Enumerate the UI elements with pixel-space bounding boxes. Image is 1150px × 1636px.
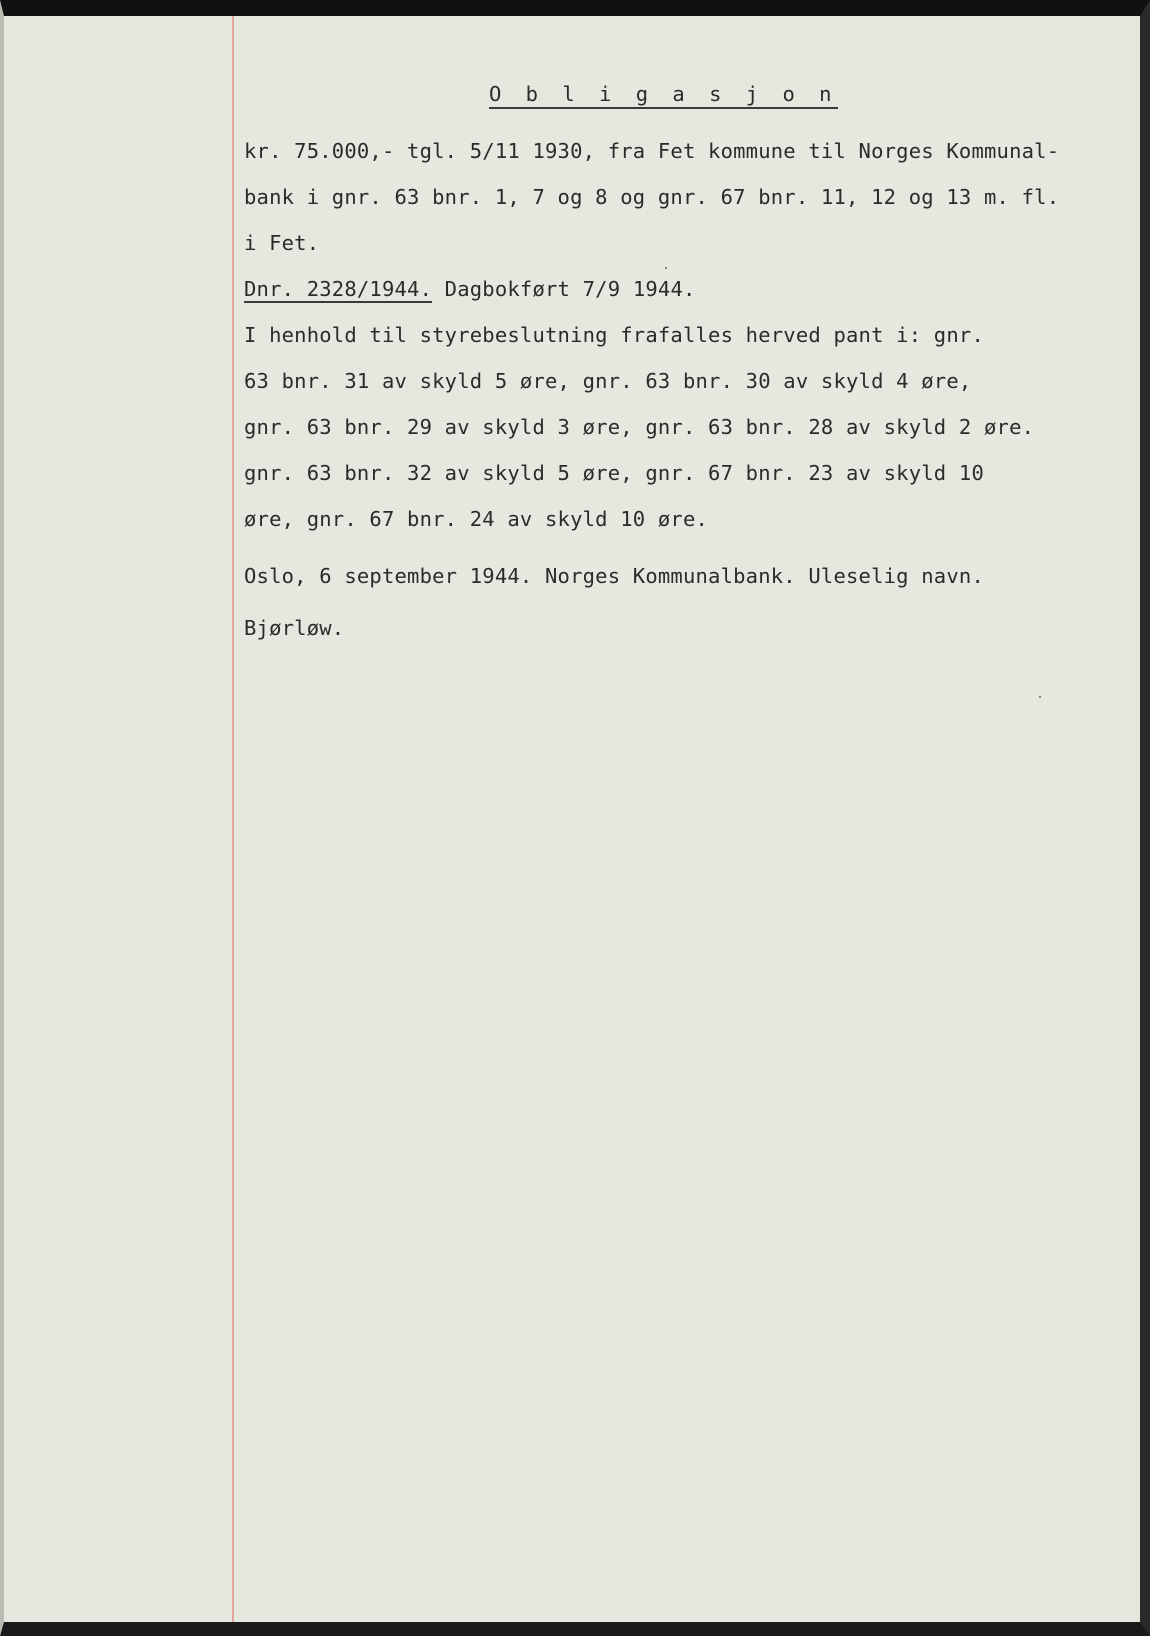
dnr-date: Dagbokført 7/9 1944. (432, 277, 696, 301)
text-line-1: kr. 75.000,- tgl. 5/11 1930, fra Fet kommune til Norges Kommunal- (244, 139, 1060, 163)
signature-name: Bjørløw. (244, 616, 345, 640)
body-line-1: I henhold til styrebeslutning frafalles herved pant i: gnr. (244, 323, 984, 347)
body-line-5: øre, gnr. 67 bnr. 24 av skyld 10 øre. (244, 507, 709, 531)
signature-line: Oslo, 6 september 1944. Norges Kommunalbank. Uleselig navn. (244, 564, 984, 588)
paper-speck (1039, 696, 1041, 698)
paper-speck (665, 267, 667, 269)
text-line-2: bank i gnr. 63 bnr. 1, 7 og 8 og gnr. 67 bnr. 11, 12 og 13 m. fl. (244, 185, 1060, 209)
margin-rule (232, 16, 234, 1626)
dnr-line (244, 277, 696, 301)
document-title: O b l i g a s j o n (489, 82, 838, 109)
dnr-reference: Dnr. 2328/1944. (244, 277, 433, 301)
body-line-2: 63 bnr. 31 av skyld 5 øre, gnr. 63 bnr. 30 av skyld 4 øre, (244, 369, 972, 393)
body-line-4: gnr. 63 bnr. 32 av skyld 5 øre, gnr. 67 bnr. 23 av skyld 10 (244, 461, 984, 485)
body-line-3: gnr. 63 bnr. 29 av skyld 3 øre, gnr. 63 bnr. 28 av skyld 2 øre. (244, 415, 1035, 439)
text-line-3: i Fet. (244, 231, 320, 255)
